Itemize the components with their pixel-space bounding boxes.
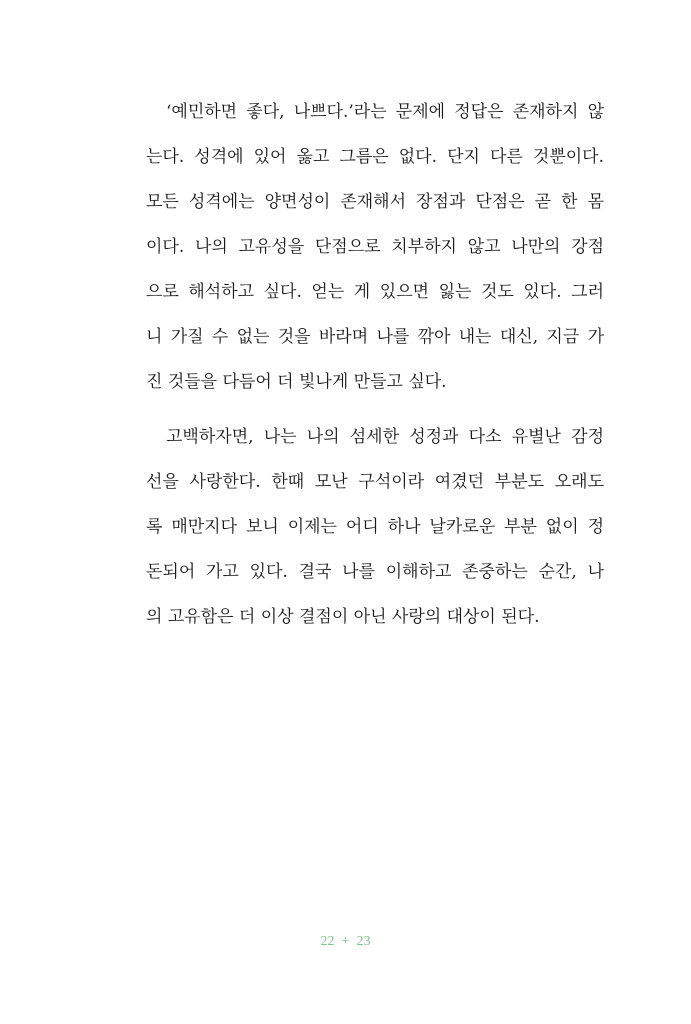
right-page-number: 23 <box>356 934 371 949</box>
text-line: 으로 해석하고 싶다. 얻는 게 있으면 잃는 것도 있다. 그러 <box>146 282 604 302</box>
text-line: 고백하자면, 나는 나의 섬세한 성정과 다소 유별난 감정 <box>166 427 604 447</box>
text-line: 록 매만지다 보니 이제는 어디 하나 날카로운 부분 없이 정 <box>146 517 604 537</box>
body-text <box>146 98 604 632</box>
text-line: 의 고유함은 더 이상 결점이 아닌 사랑의 대상이 된다. <box>146 607 540 627</box>
text-line: 돈되어 가고 있다. 결국 나를 이해하고 존중하는 순간, 나 <box>146 562 604 582</box>
left-page-number: 22 <box>320 934 335 949</box>
paragraph-2 <box>146 423 604 632</box>
page-numbers <box>0 934 691 950</box>
page-number-separator: + <box>341 934 350 949</box>
paragraph-1 <box>146 98 604 397</box>
text-line: 이다. 나의 고유성을 단점으로 치부하지 않고 나만의 강점 <box>146 237 604 257</box>
text-line: 는다. 성격에 있어 옳고 그름은 없다. 단지 다른 것뿐이다. <box>146 147 604 167</box>
text-line: ‘예민하면 좋다, 나쁘다.’라는 문제에 정답은 존재하지 않 <box>166 102 604 122</box>
text-line: 진 것들을 다듬어 더 빛나게 만들고 싶다. <box>146 372 447 392</box>
text-line: 선을 사랑한다. 한때 모난 구석이라 여겼던 부분도 오래도 <box>146 472 604 492</box>
text-line: 니 가질 수 없는 것을 바라며 나를 깎아 내는 대신, 지금 가 <box>146 327 604 347</box>
text-line: 모든 성격에는 양면성이 존재해서 장점과 단점은 곧 한 몸 <box>146 192 604 212</box>
